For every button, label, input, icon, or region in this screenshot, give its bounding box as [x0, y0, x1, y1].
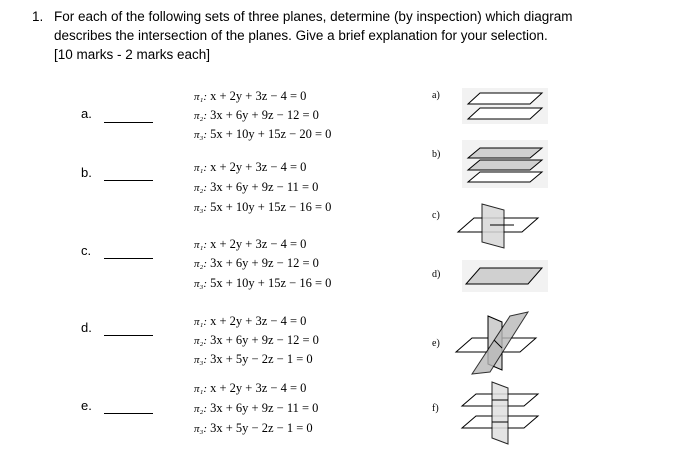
equation-text: 3x + 5y − 2z − 1 = 0 — [210, 421, 313, 435]
plane-shape — [468, 148, 542, 158]
plane-label: π₂: — [194, 110, 207, 122]
diagram-a — [462, 88, 548, 124]
answer-blank[interactable] — [104, 122, 153, 123]
part-label: e. — [81, 398, 92, 413]
plane-shape — [466, 268, 542, 284]
equation-text: 3x + 6y + 9z − 12 = 0 — [210, 256, 319, 270]
plane-label: π₂: — [194, 258, 207, 270]
plane-shape — [468, 172, 542, 182]
plane-label: π₃: — [194, 423, 207, 435]
part-label: d. — [81, 320, 92, 335]
plane-label: π₁: — [194, 316, 207, 328]
plane-label: π₃: — [194, 202, 207, 214]
equation-pi1 — [194, 314, 306, 329]
equation-text: x + 2y + 3z − 4 = 0 — [210, 89, 307, 103]
diagram-label-b: b) — [432, 149, 441, 160]
plane-label: π₂: — [194, 403, 207, 415]
plane-shape — [492, 382, 508, 444]
plane-shape — [468, 160, 542, 170]
diagram-label-c: c) — [432, 210, 440, 221]
equation-text: 5x + 10y + 15z − 16 = 0 — [210, 276, 332, 290]
diagram-c — [452, 200, 544, 252]
diagram-label-e: e) — [432, 338, 440, 349]
equation-text: x + 2y + 3z − 4 = 0 — [210, 381, 307, 395]
diagram-d — [462, 260, 548, 292]
part-label: a. — [81, 106, 92, 121]
plane-label: π₁: — [194, 239, 207, 251]
diagram-label-a: a) — [432, 90, 440, 101]
question-line-1: For each of the following sets of three planes, determine (by inspection) which diagram — [54, 9, 573, 24]
answer-blank[interactable] — [104, 180, 153, 181]
plane-shape — [482, 204, 504, 248]
equation-pi1 — [194, 237, 306, 252]
question-number: 1. — [32, 9, 44, 24]
equation-pi3 — [194, 127, 331, 142]
equation-text: x + 2y + 3z − 4 = 0 — [210, 160, 307, 174]
equation-text: 5x + 10y + 15z − 20 = 0 — [210, 127, 332, 141]
plane-label: π₁: — [194, 383, 207, 395]
equation-pi2 — [194, 401, 318, 416]
plane-label: π₃: — [194, 354, 207, 366]
equation-text: 5x + 10y + 15z − 16 = 0 — [210, 200, 332, 214]
diagram-b — [462, 140, 548, 188]
equation-text: x + 2y + 3z − 4 = 0 — [210, 314, 307, 328]
equation-pi2 — [194, 180, 318, 195]
part-label: c. — [81, 243, 92, 258]
equation-text: 3x + 6y + 9z − 11 = 0 — [210, 180, 319, 194]
diagram-f — [458, 380, 542, 446]
plane-label: π₁: — [194, 91, 207, 103]
equation-pi3 — [194, 352, 313, 367]
equation-text: 3x + 6y + 9z − 12 = 0 — [210, 108, 319, 122]
equation-pi2 — [194, 108, 319, 123]
equation-pi1 — [194, 160, 306, 175]
equation-pi1 — [194, 381, 306, 396]
equation-pi2 — [194, 333, 319, 348]
plane-shape — [468, 93, 542, 104]
equation-text: x + 2y + 3z − 4 = 0 — [210, 237, 307, 251]
plane-shape — [468, 108, 542, 119]
equation-pi1 — [194, 89, 306, 104]
answer-blank[interactable] — [104, 335, 153, 336]
equation-text: 3x + 5y − 2z − 1 = 0 — [210, 352, 313, 366]
equation-pi3 — [194, 276, 331, 291]
equation-pi2 — [194, 256, 319, 271]
equation-pi3 — [194, 421, 313, 436]
plane-label: π₂: — [194, 335, 207, 347]
plane-label: π₃: — [194, 278, 207, 290]
diagram-e — [454, 310, 538, 374]
question-marks: [10 marks - 2 marks each] — [54, 47, 211, 62]
equation-text: 3x + 6y + 9z − 12 = 0 — [210, 333, 319, 347]
diagram-label-d: d) — [432, 269, 441, 280]
equation-pi3 — [194, 200, 331, 215]
equation-text: 3x + 6y + 9z − 11 = 0 — [210, 401, 319, 415]
answer-blank[interactable] — [104, 413, 153, 414]
question-line-2: describes the intersection of the planes. Give a brief explanation for your selection. — [54, 28, 548, 43]
diagram-label-f: f) — [432, 403, 439, 414]
part-label: b. — [81, 165, 92, 180]
answer-blank[interactable] — [104, 258, 153, 259]
plane-label: π₁: — [194, 162, 207, 174]
plane-label: π₂: — [194, 182, 207, 194]
plane-label: π₃: — [194, 129, 207, 141]
